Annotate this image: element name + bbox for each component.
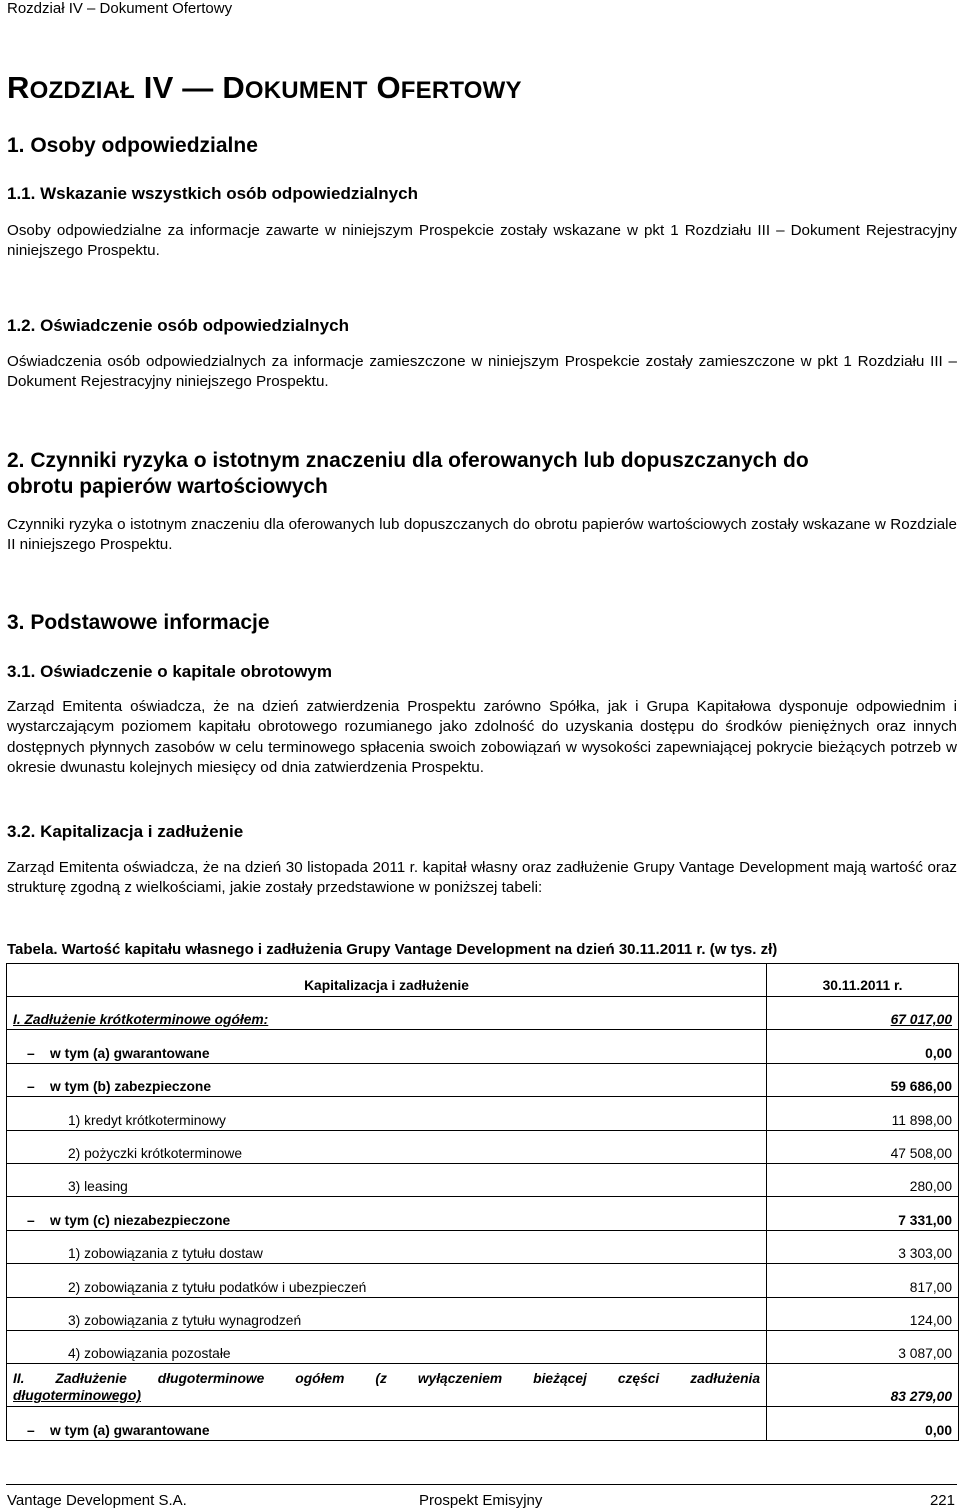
footer-document: Prospekt Emisyjny bbox=[419, 1492, 543, 1509]
row-label: 1) kredyt krótkoterminowy bbox=[7, 1097, 767, 1130]
table-row bbox=[7, 1163, 959, 1196]
table-row bbox=[7, 1030, 959, 1063]
table-header-row bbox=[7, 964, 959, 997]
row-value: 3 087,00 bbox=[767, 1330, 959, 1363]
row-label: 4) zobowiązania pozostałe bbox=[7, 1330, 767, 1363]
row-value: 11 898,00 bbox=[767, 1097, 959, 1130]
table-row bbox=[7, 1097, 959, 1130]
row-label: 2) pożyczki krótkoterminowe bbox=[7, 1130, 767, 1163]
row-label: 3) leasing bbox=[7, 1163, 767, 1196]
table-row bbox=[7, 1130, 959, 1163]
section-1-1-title: 1.1. Wskazanie wszystkich osób odpowiedzialnych bbox=[7, 184, 418, 203]
section-1-2-text: Oświadczenia osób odpowiedzialnych za informacje zamieszczone w niniejszym Prospekcie zostały zamieszczone w pkt 1 Rozdziału III – Dokument Rejestracyjny niniejszego Prospektu. bbox=[7, 353, 957, 391]
section-2-text: Czynniki ryzyka o istotnym znaczeniu dla oferowanych lub dopuszczanych do obrotu papierów wartościowych zostały wskazane w Rozdziale II niniejszego Prospektu. bbox=[7, 516, 957, 554]
section-3-2-title: 3.2. Kapitalizacja i zadłużenie bbox=[7, 822, 244, 841]
row-label: – w tym (a) gwarantowane bbox=[7, 1030, 767, 1063]
section-2-title: 2. Czynniki ryzyka o istotnym znaczeniu dla oferowanych lub dopuszczanych do obrotu papierów wartościowych bbox=[7, 449, 809, 498]
row-value: 83 279,00 bbox=[767, 1364, 959, 1407]
table-caption: Tabela. Wartość kapitału własnego i zadłużenia Grupy Vantage Development na dzień 30.11.2011 r. (w tys. zł) bbox=[7, 941, 778, 958]
section-3-1-text: Zarząd Emitenta oświadcza, że na dzień zatwierdzenia Prospektu zarówno Spółka, jak i Grupa Kapitałowa dysponuje odpowiednim i wystarczającym poziomem kapitału obrotowego rozumianego jako zdolność do uzyskania dostępu do środków pieniężnych oraz innych dostępnych płynnych zasobów w celu terminowego spłacenia swoich zobowiązań w wysokości zapewniającej pokrycie bieżących potrzeb w okresie dwunastu kolejnych miesięcy od dnia zatwierdzenia Prospektu. bbox=[7, 698, 957, 777]
page-number: 221 bbox=[929, 1492, 955, 1509]
section-1-1-text: Osoby odpowiedzialne za informacje zawarte w niniejszym Prospekcie zostały wskazane w pkt 1 Rozdziału III – Dokument Rejestracyjny niniejszego Prospektu. bbox=[7, 222, 957, 260]
table-row bbox=[7, 1364, 959, 1407]
row-value: 817,00 bbox=[767, 1264, 959, 1297]
row-label: – w tym (c) niezabezpieczone bbox=[7, 1197, 767, 1230]
row-value: 47 508,00 bbox=[767, 1130, 959, 1163]
capitalization-table bbox=[6, 963, 959, 1441]
section-3-2-text: Zarząd Emitenta oświadcza, że na dzień 30 listopada 2011 r. kapitał własny oraz zadłużenie Grupy Vantage Development mają wartość oraz strukturę zgodną z wielkościami, jakie zostały przedstawione w poniższej tabeli: bbox=[7, 859, 957, 897]
row-value: 124,00 bbox=[767, 1297, 959, 1330]
section-3-title: 3. Podstawowe informacje bbox=[7, 611, 270, 634]
row-value: 7 331,00 bbox=[767, 1197, 959, 1230]
table-row bbox=[7, 997, 959, 1030]
section-3-1-title: 3.1. Oświadczenie o kapitale obrotowym bbox=[7, 662, 332, 681]
table-row bbox=[7, 1230, 959, 1263]
running-header: Rozdział IV – Dokument Ofertowy bbox=[7, 0, 233, 17]
row-label: 3) zobowiązania z tytułu wynagrodzeń bbox=[7, 1297, 767, 1330]
row-label: II. Zadłużenie długoterminowe ogółem (z wyłączeniem bieżącej części zadłużenia długoterminowego) bbox=[7, 1364, 767, 1407]
row-label: 2) zobowiązania z tytułu podatków i ubezpieczeń bbox=[7, 1264, 767, 1297]
section-1-2-title: 1.2. Oświadczenie osób odpowiedzialnych bbox=[7, 316, 349, 335]
row-label: I. Zadłużenie krótkoterminowe ogółem: bbox=[7, 997, 767, 1030]
row-value: 3 303,00 bbox=[767, 1230, 959, 1263]
column-header-date: 30.11.2011 r. bbox=[767, 964, 959, 997]
footer-divider bbox=[6, 1484, 957, 1485]
row-value: 0,00 bbox=[767, 1407, 959, 1440]
table-row bbox=[7, 1264, 959, 1297]
table-row bbox=[7, 1197, 959, 1230]
row-label: 1) zobowiązania z tytułu dostaw bbox=[7, 1230, 767, 1263]
table-row bbox=[7, 1407, 959, 1440]
column-header-label: Kapitalizacja i zadłużenie bbox=[7, 964, 767, 997]
table-row bbox=[7, 1063, 959, 1096]
row-value: 280,00 bbox=[767, 1163, 959, 1196]
footer-company: Vantage Development S.A. bbox=[7, 1492, 187, 1509]
row-value: 59 686,00 bbox=[767, 1063, 959, 1096]
chapter-title: ROZDZIAŁ IV — DOKUMENT OFERTOWY bbox=[7, 70, 522, 105]
table-row bbox=[7, 1330, 959, 1363]
row-value: 0,00 bbox=[767, 1030, 959, 1063]
row-value: 67 017,00 bbox=[767, 997, 959, 1030]
row-label: – w tym (a) gwarantowane bbox=[7, 1407, 767, 1440]
table-row bbox=[7, 1297, 959, 1330]
row-label: – w tym (b) zabezpieczone bbox=[7, 1063, 767, 1096]
section-1-title: 1. Osoby odpowiedzialne bbox=[7, 134, 258, 157]
